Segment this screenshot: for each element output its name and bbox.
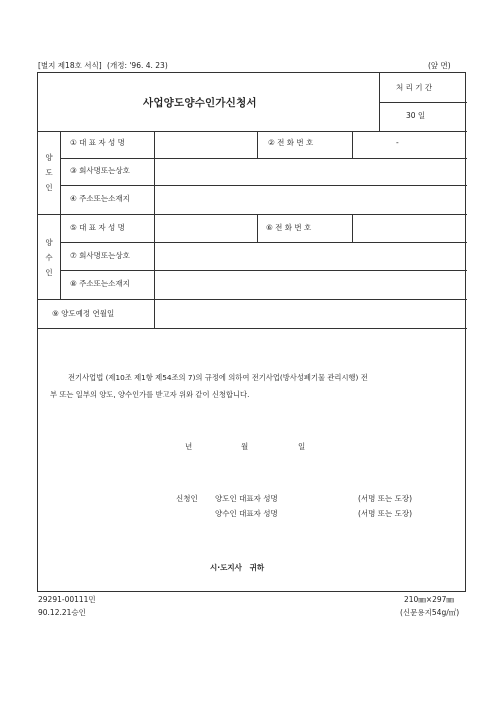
page-side-label: (앞 면) bbox=[428, 61, 451, 70]
divider bbox=[379, 102, 467, 103]
divider bbox=[38, 328, 467, 329]
paper-size: 210㎜×297㎜ bbox=[404, 595, 454, 604]
date-day: 일 bbox=[298, 442, 306, 451]
section-char: 수 bbox=[45, 253, 53, 262]
processing-period-value: 30 일 bbox=[406, 111, 426, 120]
transferee-address-label: ⑧ 주소또는소재지 bbox=[70, 279, 130, 288]
approval-date: 90.12.21승인 bbox=[38, 608, 86, 617]
transferor-section-label bbox=[43, 150, 55, 195]
date-month: 월 bbox=[241, 442, 249, 451]
processing-period-label: 처 리 기 간 bbox=[396, 83, 433, 92]
divider bbox=[38, 131, 467, 132]
transferee-section-label bbox=[43, 235, 55, 280]
divider bbox=[38, 299, 467, 300]
divider bbox=[154, 131, 155, 328]
signature-note: (서명 또는 도장) bbox=[358, 494, 413, 503]
applicant-label: 신청인 bbox=[176, 494, 198, 503]
application-statement bbox=[50, 369, 460, 403]
divider bbox=[60, 185, 467, 186]
transfer-date-label: ⑨ 양도예정 연월일 bbox=[52, 309, 115, 318]
addressee: 시·도지사 귀하 bbox=[210, 563, 265, 572]
section-char: 양 bbox=[45, 153, 53, 162]
divider bbox=[60, 270, 467, 271]
transferee-phone-label: ⑥ 전 화 번 호 bbox=[266, 223, 312, 232]
date-year: 년 bbox=[185, 442, 193, 451]
section-char: 인 bbox=[45, 268, 53, 277]
transferee-signature-label: 양수인 대표자 성명 bbox=[215, 509, 278, 518]
divider bbox=[257, 214, 258, 242]
section-char: 양 bbox=[45, 238, 53, 247]
transferor-rep-name-label: ① 대 표 자 성 명 bbox=[70, 138, 125, 147]
transferee-rep-name-label: ⑤ 대 표 자 성 명 bbox=[70, 223, 125, 232]
form-title: 사업양도양수인가신청서 bbox=[143, 97, 257, 109]
section-char: 인 bbox=[45, 183, 53, 192]
divider bbox=[352, 131, 353, 158]
divider bbox=[60, 242, 467, 243]
form-label: [별지 제18호 서식] bbox=[38, 61, 102, 70]
form-number-label bbox=[38, 60, 168, 71]
signature-note: (서명 또는 도장) bbox=[358, 509, 413, 518]
transferor-signature-label: 양도인 대표자 성명 bbox=[215, 494, 278, 503]
form-code: 29291-00111민 bbox=[38, 595, 96, 604]
paper-type: (신문용지54g/㎡) bbox=[400, 608, 460, 617]
transferor-phone-value: - bbox=[396, 138, 399, 147]
statement-line: 전기사업법 (제10조 제1항 제54조의 7)의 규정에 의하여 전기사업(방사성폐기물 관리시행) 전 bbox=[68, 373, 368, 382]
divider bbox=[352, 214, 353, 242]
transferor-company-label: ③ 회사명또는상호 bbox=[70, 166, 130, 175]
revision-date: (개정: '96. 4. 23) bbox=[107, 61, 168, 70]
transferor-address-label: ④ 주소또는소재지 bbox=[70, 194, 130, 203]
divider bbox=[379, 73, 380, 131]
section-char: 도 bbox=[45, 168, 53, 177]
statement-line: 부 또는 일부의 양도, 양수인가를 받고자 위와 같이 신청합니다. bbox=[50, 390, 250, 399]
divider bbox=[257, 131, 258, 158]
application-form bbox=[37, 72, 466, 592]
divider bbox=[38, 214, 467, 215]
divider bbox=[60, 131, 61, 299]
transferee-company-label: ⑦ 회사명또는상호 bbox=[70, 251, 130, 260]
transferor-phone-label: ② 전 화 번 호 bbox=[268, 138, 314, 147]
divider bbox=[60, 158, 467, 159]
